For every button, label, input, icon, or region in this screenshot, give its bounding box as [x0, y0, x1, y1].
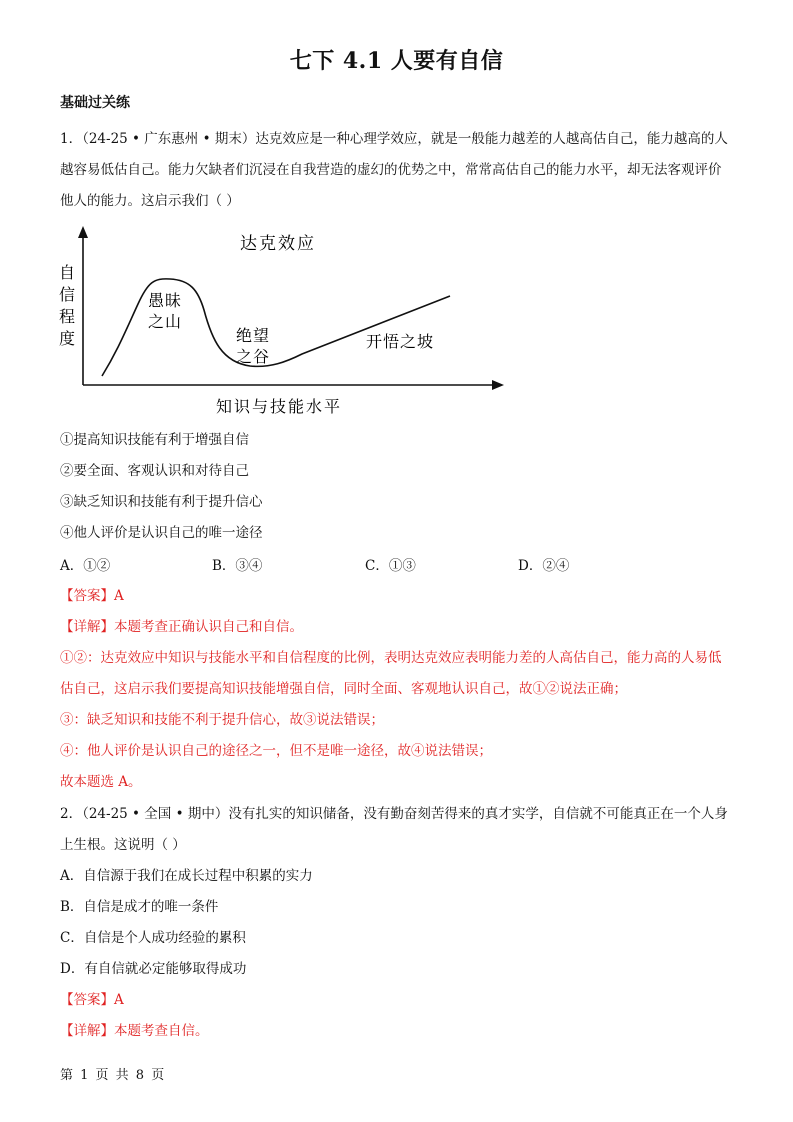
q1-stem-line-3: 他人的能力。这启示我们（ ）	[60, 193, 240, 209]
q1-explanation-2: ③：缺乏知识和技能不利于提升信心，故③说法错误；	[60, 712, 384, 728]
page-title: 七下 4.1 人要有自信	[289, 48, 504, 74]
q1-answer: 【答案】A	[60, 588, 124, 604]
section-heading: 基础过关练	[60, 95, 130, 111]
q2-option-b: B．自信是成才的唯一条件	[60, 899, 219, 915]
peak-label-1: 愚昧	[148, 291, 183, 310]
x-axis-label: 知识与技能水平	[216, 397, 343, 416]
q1-option-c: C．①③	[365, 558, 416, 574]
q2-detail: 【详解】本题考查自信。	[60, 1023, 209, 1039]
statement-4: ④他人评价是认识自己的唯一途径	[60, 525, 263, 541]
q1-option-b: B．③④	[212, 558, 263, 574]
q2-stem-line-2: 上生根。这说明（ ）	[60, 837, 186, 853]
statement-2: ②要全面、客观认识和对待自己	[60, 463, 249, 479]
q1-conclusion: 故本题选 A。	[60, 774, 142, 790]
statement-3: ③缺乏知识和技能有利于提升信心	[60, 494, 263, 510]
valley-label-1: 绝望	[236, 326, 271, 345]
q2-option-c: C．自信是个人成功经验的累积	[60, 930, 246, 946]
x-axis-arrow-icon	[492, 380, 504, 390]
y-axis-arrow-icon	[78, 226, 88, 238]
y-axis-label-3: 程	[59, 307, 76, 326]
y-axis-label-1: 自	[59, 263, 76, 282]
y-axis-label-2: 信	[59, 285, 76, 304]
q1-detail: 【详解】本题考查正确认识自己和自信。	[60, 619, 303, 635]
q1-option-d: D．②④	[518, 558, 570, 574]
q1-stem-line-1: 1．（24-25 • 广东惠州 • 期末）达克效应是一种心理学效应，就是一般能力越差的人越高估自己，能力越高的人	[60, 131, 728, 147]
q1-explanation-3: ④：他人评价是认识自己的途径之一，但不是唯一途径，故④说法错误；	[60, 743, 492, 759]
q1-explanation-1a: ①②：达克效应中知识与技能水平和自信程度的比例，表明达克效应表明能力差的人高估自己，能力高的人易低	[60, 650, 722, 666]
q1-stem-line-2: 越容易低估自己。能力欠缺者们沉浸在自我营造的虚幻的优势之中，常常高估自己的能力水平，却无法客观评价	[60, 162, 722, 178]
q1-option-a: A．①②	[60, 558, 111, 574]
page-footer: 第 1 页 共 8 页	[60, 1068, 165, 1083]
statement-1: ①提高知识技能有利于增强自信	[60, 432, 249, 448]
figure-title: 达克效应	[240, 234, 316, 254]
valley-label-2: 之谷	[236, 347, 271, 366]
q1-explanation-1b: 估自己，这启示我们要提高知识技能增强自信，同时全面、客观地认识自己，故①②说法正确；	[60, 681, 627, 697]
q2-answer: 【答案】A	[60, 992, 124, 1008]
q2-stem-line-1: 2．（24-25 • 全国 • 期中）没有扎实的知识储备，没有勤奋刻苦得来的真才实学，自信就不可能真正在一个人身	[60, 806, 728, 822]
dunning-kruger-figure	[50, 222, 520, 422]
peak-label-2: 之山	[148, 312, 183, 331]
q2-option-d: D．有自信就必定能够取得成功	[60, 961, 247, 977]
slope-label: 开悟之坡	[366, 332, 435, 351]
q2-option-a: A．自信源于我们在成长过程中积累的实力	[60, 868, 313, 884]
y-axis-label-4: 度	[59, 329, 76, 348]
